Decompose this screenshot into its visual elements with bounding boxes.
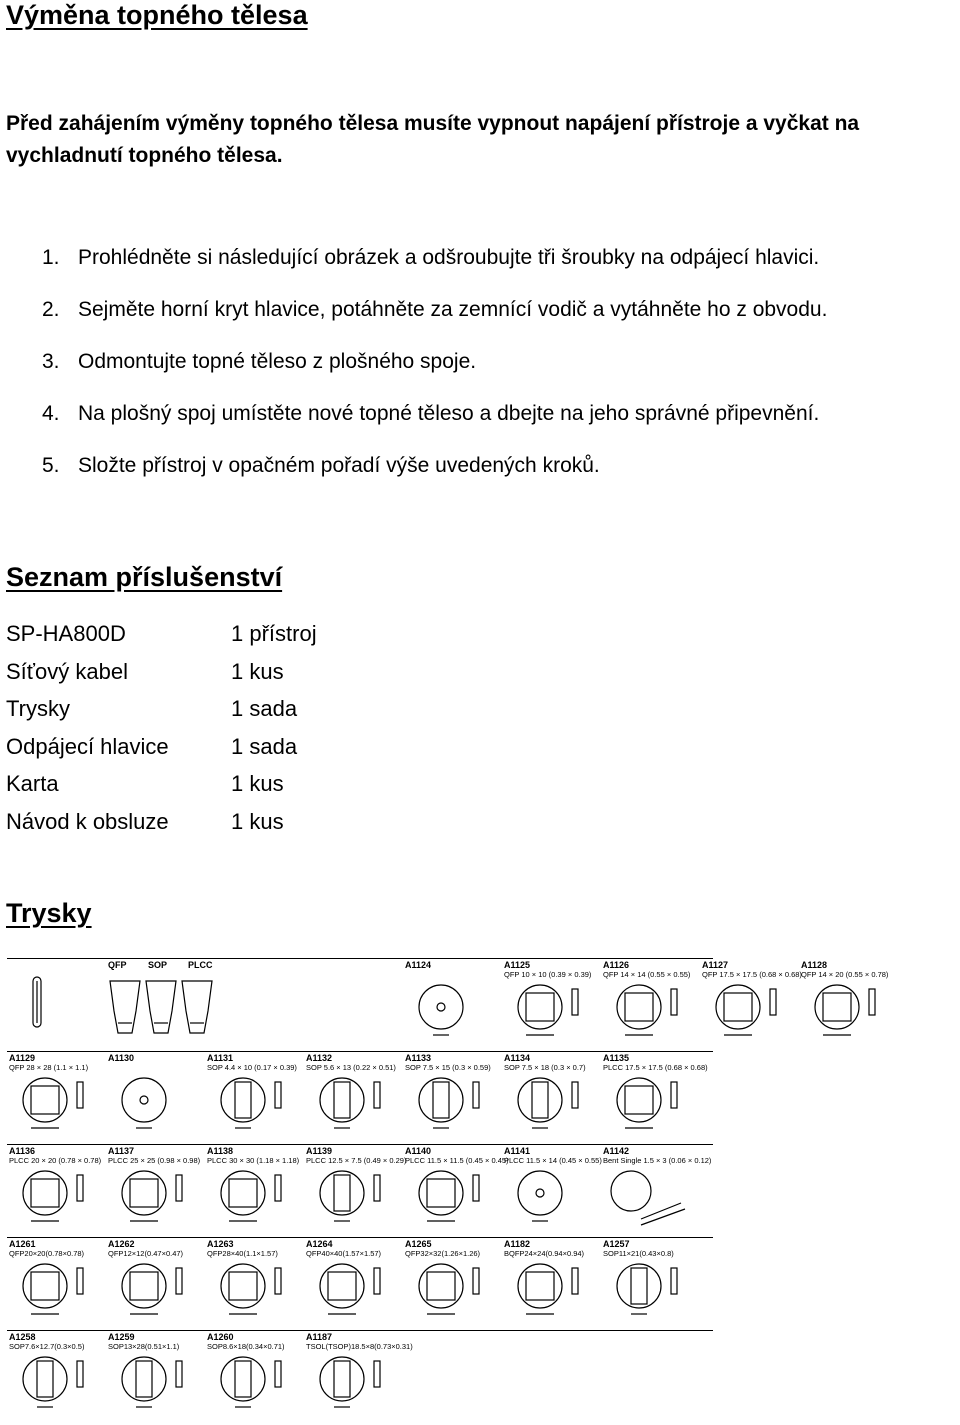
nozzle-cell bbox=[304, 1331, 413, 1423]
nozzle-spec: PLCC 17.5 × 17.5 (0.68 × 0.68) bbox=[603, 1063, 708, 1072]
accessory-qty: 1 kus bbox=[231, 771, 284, 796]
nozzle-cell bbox=[502, 1052, 600, 1144]
accessory-name: Trysky bbox=[6, 696, 70, 721]
nozzle-code: A1263 bbox=[207, 1239, 234, 1249]
nozzle-drawing bbox=[502, 1070, 598, 1142]
nozzle-cell bbox=[502, 1145, 600, 1237]
nozzle-code: A1261 bbox=[9, 1239, 36, 1249]
nozzle-drawing bbox=[403, 1070, 499, 1142]
nozzle-drawing bbox=[799, 977, 895, 1049]
nozzle-drawing bbox=[7, 1163, 103, 1235]
accessories-list bbox=[6, 619, 317, 844]
nozzle-spec: PLCC 20 × 20 (0.78 × 0.78) bbox=[9, 1156, 102, 1165]
accessory-name: Odpájecí hlavice bbox=[6, 733, 169, 759]
nozzle-spec: SOP8.6×18(0.34×0.71) bbox=[207, 1342, 285, 1351]
nozzle-spec: PLCC 11.5 × 14 (0.45 × 0.55) bbox=[504, 1156, 602, 1165]
nozzle-drawing bbox=[304, 1163, 400, 1235]
nozzle-drawing bbox=[205, 1256, 301, 1328]
nozzle-drawing bbox=[205, 1349, 301, 1421]
nozzle-spec: QFP28×40(1.1×1.57) bbox=[207, 1249, 278, 1258]
accessory-name: Návod k obsluze bbox=[6, 808, 169, 834]
nozzle-drawing bbox=[205, 1070, 301, 1142]
nozzle-code: A1138 bbox=[207, 1146, 234, 1156]
nozzle-spec: PLCC 11.5 × 11.5 (0.45 × 0.45) bbox=[405, 1156, 509, 1165]
nozzle-drawing bbox=[601, 977, 697, 1049]
accessory-row bbox=[6, 769, 317, 807]
nozzle-drawing bbox=[601, 1070, 697, 1142]
step-number: 4. bbox=[42, 402, 60, 425]
nozzle-drawing bbox=[106, 1256, 202, 1328]
step-number: 5. bbox=[42, 454, 60, 477]
heading-nozzles: Trysky bbox=[6, 898, 92, 928]
accessory-row bbox=[6, 732, 317, 770]
nozzle-drawing bbox=[7, 1070, 103, 1142]
nozzle-spec: QFP 10 × 10 (0.39 × 0.39) bbox=[504, 970, 592, 979]
nozzle-code: A1129 bbox=[9, 1053, 36, 1063]
nozzle-code: A1187 bbox=[306, 1332, 333, 1342]
nozzle-code: A1260 bbox=[207, 1332, 234, 1342]
nozzle-cell bbox=[403, 1145, 509, 1237]
accessory-row bbox=[6, 807, 317, 845]
nozzle-cell bbox=[799, 959, 897, 1051]
nozzle-code: A1141 bbox=[504, 1146, 531, 1156]
step-text: Na plošný spoj umístěte nové topné těleso a dbejte na jeho správné připevnění. bbox=[78, 402, 820, 425]
nozzle-cell bbox=[7, 1331, 105, 1423]
nozzle-cell bbox=[403, 959, 501, 1051]
nozzle-drawing bbox=[304, 1070, 400, 1142]
step-item bbox=[42, 347, 827, 399]
nozzle-code: A1264 bbox=[306, 1239, 333, 1249]
nozzle-code: A1134 bbox=[504, 1053, 531, 1063]
nozzle-spec: SOP 7.5 × 15 (0.3 × 0.59) bbox=[405, 1063, 491, 1072]
nozzle-drawing bbox=[106, 1349, 202, 1421]
nozzle-code: A1137 bbox=[108, 1146, 135, 1156]
nozzle-spec: PLCC 30 × 30 (1.18 × 1.18) bbox=[207, 1156, 300, 1165]
step-number: 1. bbox=[42, 246, 60, 269]
nozzle-spec: SOP 5.6 × 13 (0.22 × 0.51) bbox=[306, 1063, 396, 1072]
nozzle-spec: PLCC 12.5 × 7.5 (0.49 × 0.29) bbox=[306, 1156, 407, 1165]
nozzle-drawing bbox=[7, 1349, 103, 1421]
accessory-qty: 1 sada bbox=[231, 696, 298, 721]
nozzle-cell bbox=[601, 1145, 712, 1237]
nozzle-cell bbox=[106, 1052, 204, 1144]
nozzle-drawing bbox=[502, 1256, 598, 1328]
nozzle-spec: QFP 28 × 28 (1.1 × 1.1) bbox=[9, 1063, 89, 1072]
nozzle-drawing bbox=[304, 1256, 400, 1328]
nozzle-cell bbox=[601, 1238, 699, 1330]
nozzle-cell bbox=[7, 1145, 105, 1237]
nozzle-code: A1131 bbox=[207, 1053, 234, 1063]
accessory-qty: 1 sada bbox=[231, 733, 298, 759]
nozzle-spec: QFP12×12(0.47×0.47) bbox=[108, 1249, 184, 1258]
nozzle-drawing bbox=[304, 1349, 400, 1421]
nozzle-drawing bbox=[502, 977, 598, 1049]
accessory-row bbox=[6, 619, 317, 657]
accessory-name: Karta bbox=[6, 771, 59, 796]
nozzle-spec: Bent Single 1.5 × 3 (0.06 × 0.12) bbox=[603, 1156, 712, 1165]
nozzle-cell bbox=[403, 1238, 501, 1330]
nozzle-cell bbox=[106, 1331, 204, 1423]
nozzle-code: A1126 bbox=[603, 960, 630, 970]
steps-list bbox=[42, 243, 827, 503]
nozzle-drawing bbox=[700, 977, 796, 1049]
nozzle-code: A1262 bbox=[108, 1239, 135, 1249]
nozzle-drawing bbox=[601, 1163, 697, 1235]
nozzle-drawing bbox=[502, 1163, 598, 1235]
step-text: Složte přístroj v opačném pořadí výše uvedených kroků. bbox=[78, 454, 600, 477]
nozzle-diagram bbox=[7, 958, 889, 1425]
nozzle-cell bbox=[502, 959, 600, 1051]
nozzle-drawing bbox=[106, 1163, 202, 1235]
nozzle-drawing bbox=[403, 977, 499, 1049]
nozzle-drawing bbox=[7, 977, 103, 1049]
nozzle-code: A1135 bbox=[603, 1053, 630, 1063]
nozzle-code: A1132 bbox=[306, 1053, 333, 1063]
nozzle-spec: SOP 4.4 × 10 (0.17 × 0.39) bbox=[207, 1063, 297, 1072]
nozzle-code: A1139 bbox=[306, 1146, 333, 1156]
step-item bbox=[42, 243, 827, 295]
nozzle-cell bbox=[205, 1238, 303, 1330]
nozzle-drawing bbox=[106, 1070, 202, 1142]
nozzle-cell bbox=[304, 1145, 407, 1237]
accessory-qty: 1 přístroj bbox=[231, 621, 317, 646]
nozzle-cell bbox=[700, 959, 802, 1051]
accessory-qty: 1 kus bbox=[231, 658, 284, 684]
nozzle-cell bbox=[7, 1238, 105, 1330]
nozzle-code: A1125 bbox=[504, 960, 531, 970]
nozzle-spec: SOP 7.5 × 18 (0.3 × 0.7) bbox=[504, 1063, 586, 1072]
accessory-row bbox=[6, 694, 317, 732]
nozzle-code: A1127 bbox=[702, 960, 729, 970]
nozzle-drawing bbox=[403, 1163, 499, 1235]
nozzle-code: A1265 bbox=[405, 1239, 432, 1249]
nozzle-type-label: SOP bbox=[148, 960, 168, 970]
nozzle-cell bbox=[205, 1145, 303, 1237]
nozzle-cell bbox=[7, 959, 105, 1051]
nozzle-drawing bbox=[205, 1163, 301, 1235]
step-number: 3. bbox=[42, 350, 60, 373]
nozzle-spec: PLCC 25 × 25 (0.98 × 0.98) bbox=[108, 1156, 201, 1165]
nozzle-code: A1258 bbox=[9, 1332, 36, 1342]
nozzle-spec: QFP20×20(0.78×0.78) bbox=[9, 1249, 85, 1258]
nozzle-code: A1133 bbox=[405, 1053, 432, 1063]
nozzle-cell bbox=[106, 1238, 204, 1330]
nozzle-drawing bbox=[7, 1256, 103, 1328]
nozzle-cell bbox=[205, 1052, 303, 1144]
nozzle-code: A1142 bbox=[603, 1146, 630, 1156]
nozzle-code: A1182 bbox=[504, 1239, 531, 1249]
nozzle-code: A1124 bbox=[405, 960, 432, 970]
nozzle-code: A1136 bbox=[9, 1146, 36, 1156]
nozzle-cell bbox=[403, 1052, 501, 1144]
nozzle-spec: SOP11×21(0.43×0.8) bbox=[603, 1249, 674, 1258]
nozzle-spec: QFP32×32(1.26×1.26) bbox=[405, 1249, 481, 1258]
step-number: 2. bbox=[42, 298, 60, 321]
step-text: Prohlédněte si následující obrázek a odšroubujte tři šroubky na odpájecí hlavici. bbox=[78, 246, 820, 269]
nozzle-spec: QFP 14 × 14 (0.55 × 0.55) bbox=[603, 970, 691, 979]
nozzle-cell bbox=[502, 1238, 600, 1330]
nozzle-type-label: QFP bbox=[108, 960, 127, 970]
nozzle-cell bbox=[7, 1052, 105, 1144]
nozzle-code: A1257 bbox=[603, 1239, 630, 1249]
nozzle-code: A1259 bbox=[108, 1332, 135, 1342]
nozzle-code: A1128 bbox=[801, 960, 828, 970]
step-text: Odmontujte topné těleso z plošného spoje. bbox=[78, 350, 477, 373]
step-item bbox=[42, 451, 827, 503]
accessory-qty: 1 kus bbox=[231, 808, 284, 834]
nozzle-spec: QFP 14 × 20 (0.55 × 0.78) bbox=[801, 970, 889, 979]
nozzle-code: A1140 bbox=[405, 1146, 432, 1156]
nozzle-cell bbox=[601, 1052, 708, 1144]
heading-accessories: Seznam příslušenství bbox=[6, 562, 283, 592]
nozzle-spec: TSOL(TSOP)18.5×8(0.73×0.31) bbox=[306, 1342, 413, 1351]
nozzle-spec: QFP40×40(1.57×1.57) bbox=[306, 1249, 382, 1258]
nozzle-cell bbox=[304, 1052, 402, 1144]
step-text: Sejměte horní kryt hlavice, potáhněte za zemnící vodič a vytáhněte ho z obvodu. bbox=[78, 298, 828, 321]
nozzle-spec: BQFP24×24(0.94×0.94) bbox=[504, 1249, 585, 1258]
nozzle-drawing bbox=[601, 1256, 697, 1328]
nozzle-cell bbox=[205, 1331, 303, 1423]
nozzle-cell bbox=[106, 1145, 204, 1237]
step-item bbox=[42, 399, 827, 451]
nozzle-cell bbox=[106, 959, 401, 1051]
nozzle-drawing bbox=[403, 1256, 499, 1328]
nozzle-spec: QFP 17.5 × 17.5 (0.68 × 0.68) bbox=[702, 970, 802, 979]
nozzle-type-label: PLCC bbox=[188, 960, 213, 970]
accessory-name: Síťový kabel bbox=[6, 658, 128, 684]
warning-text: Před zahájením výměny topného tělesa musíte vypnout napájení přístroje a vyčkat na vychladnutí topného tělesa. bbox=[6, 112, 860, 167]
nozzle-spec: SOP7.6×12.7(0.3×0.5) bbox=[9, 1342, 85, 1351]
heading-heating-element: Výměna topného tělesa bbox=[6, 0, 308, 30]
nozzle-code: A1130 bbox=[108, 1053, 135, 1063]
accessory-name: SP-HA800D bbox=[6, 621, 126, 646]
step-item bbox=[42, 295, 827, 347]
nozzle-spec: SOP13×28(0.51×1.1) bbox=[108, 1342, 180, 1351]
nozzle-cell bbox=[601, 959, 699, 1051]
nozzle-cell bbox=[304, 1238, 402, 1330]
nozzle-drawing bbox=[106, 977, 226, 1049]
accessory-row bbox=[6, 657, 317, 695]
